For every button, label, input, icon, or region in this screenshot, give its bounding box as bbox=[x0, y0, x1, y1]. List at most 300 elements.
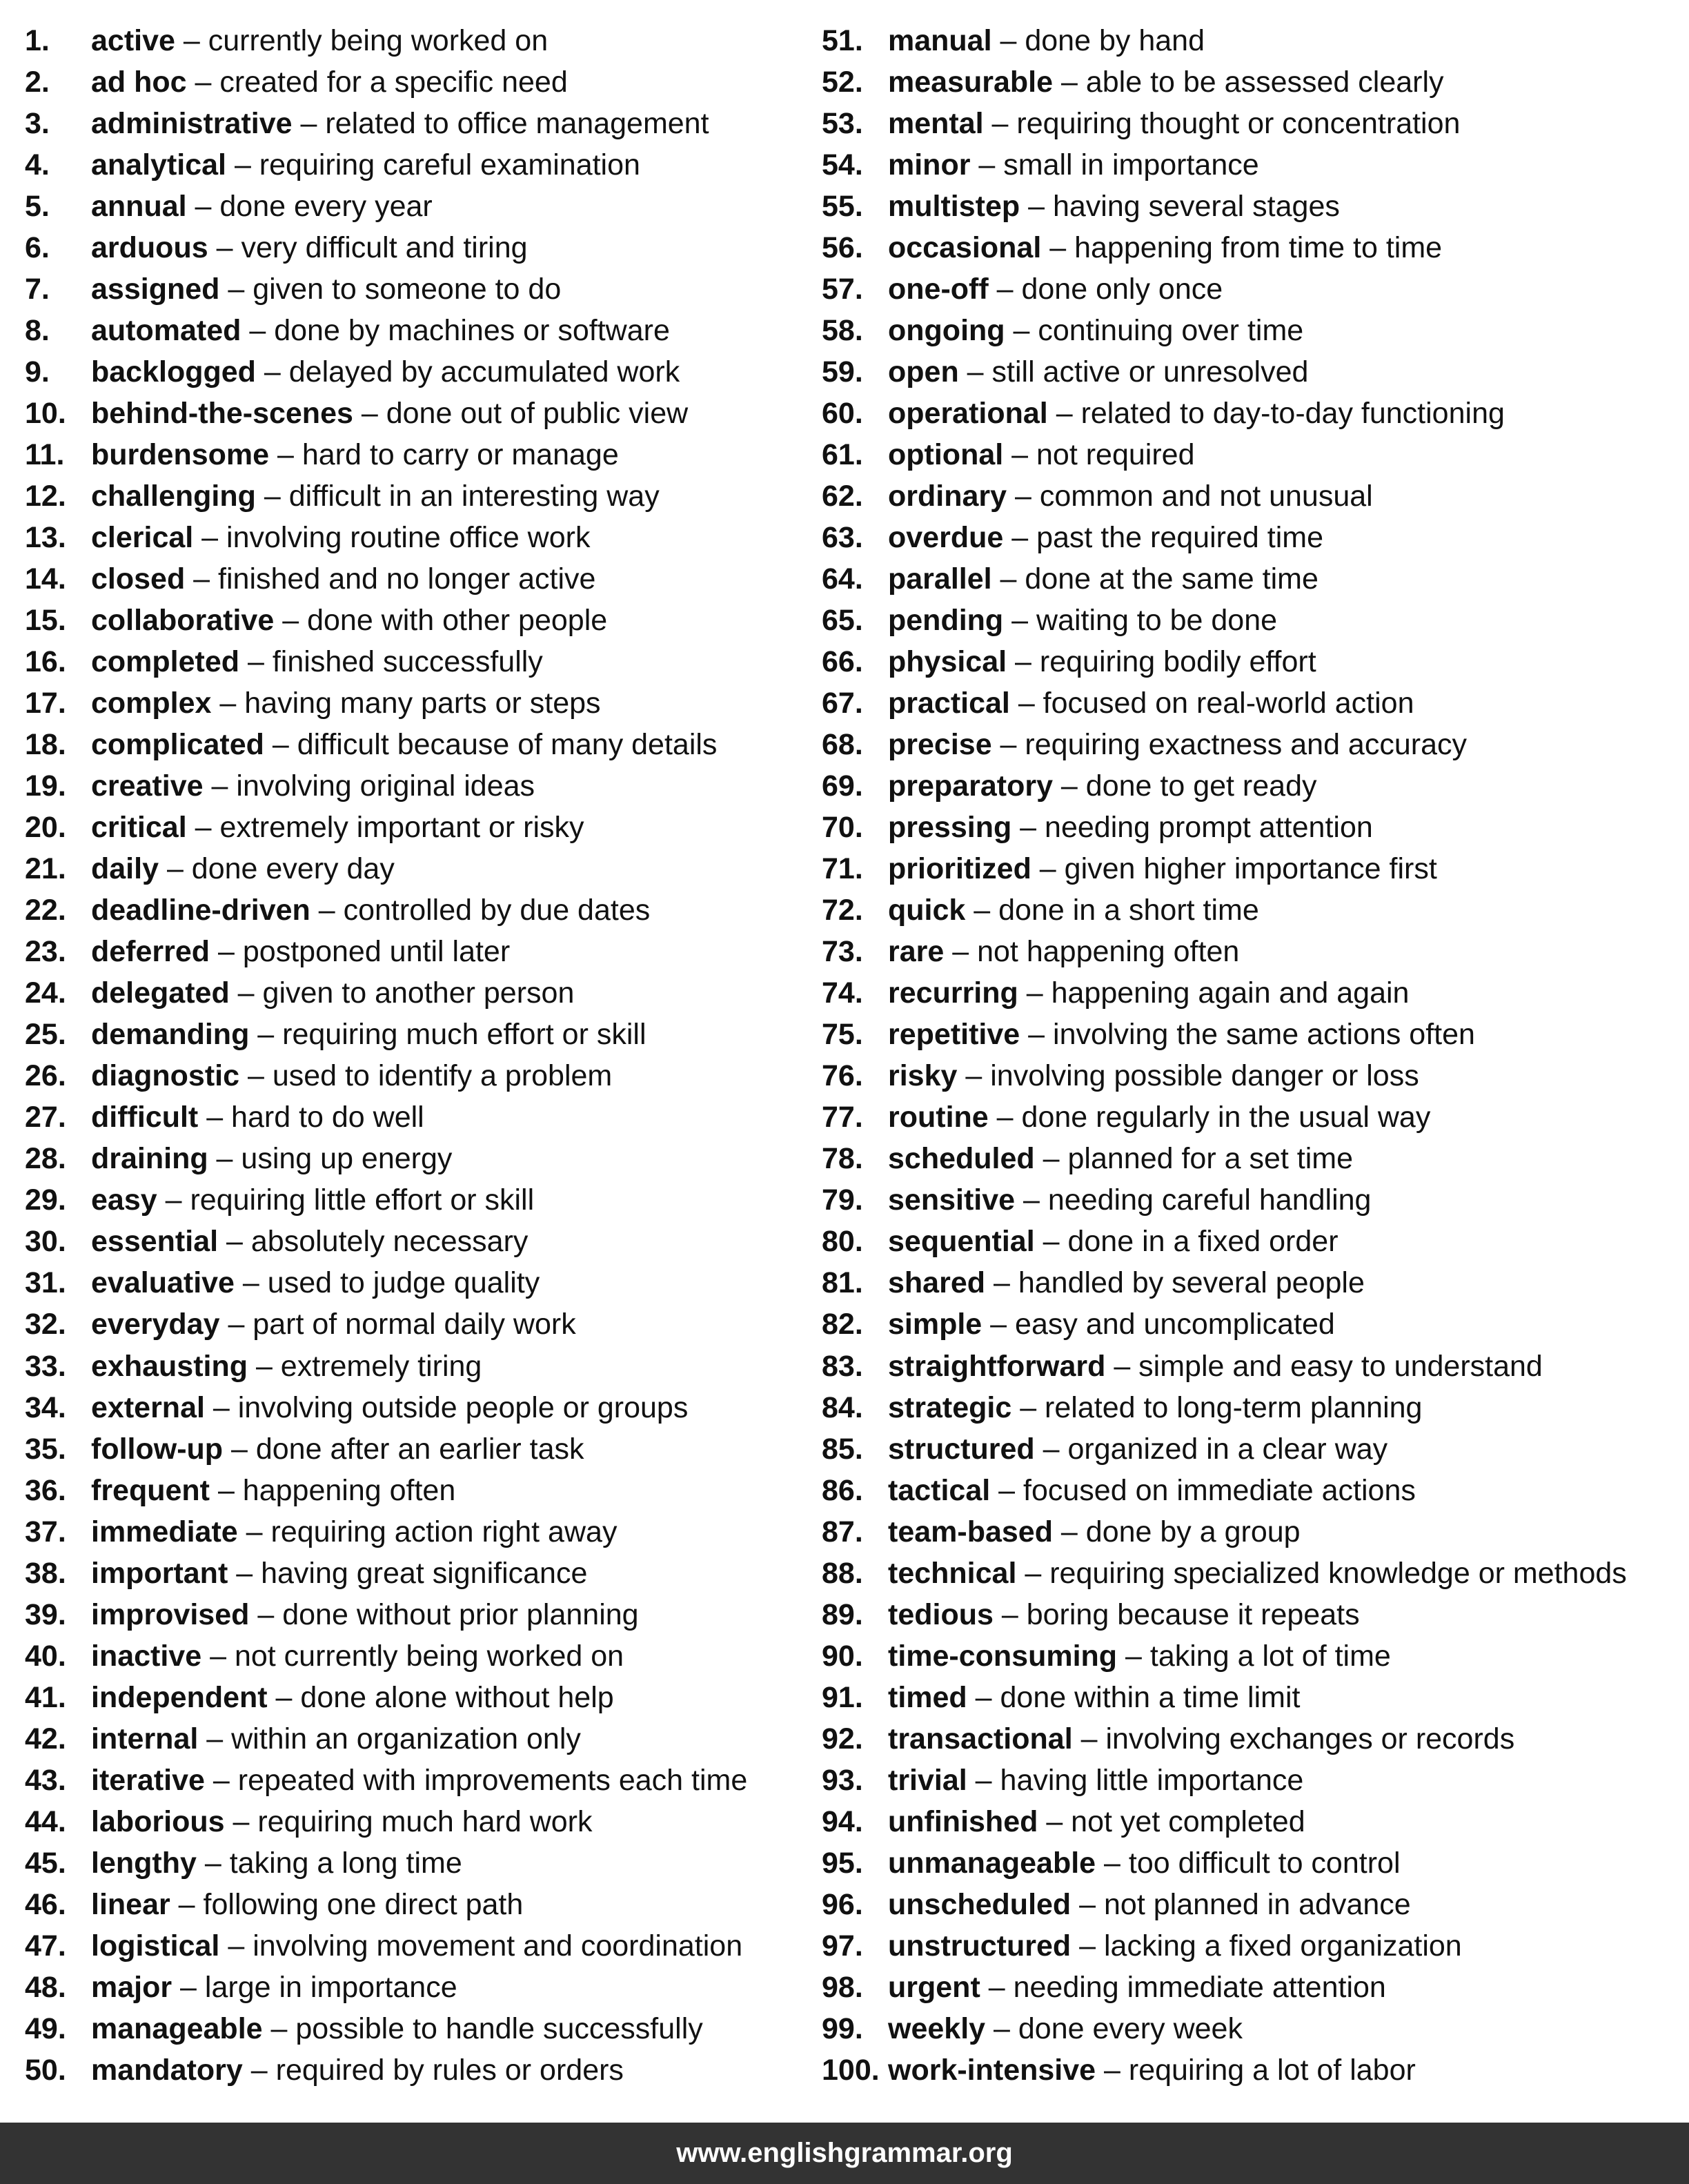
item-definition: – requiring much hard work bbox=[224, 1804, 593, 1838]
item-text bbox=[888, 1014, 1475, 1055]
list-item bbox=[822, 227, 1684, 268]
item-number: 37. bbox=[25, 1515, 66, 1548]
item-definition: – needing careful handling bbox=[1015, 1183, 1372, 1217]
item-term: demanding bbox=[91, 1018, 250, 1052]
list-item bbox=[25, 61, 818, 103]
item-term: unscheduled bbox=[888, 1887, 1071, 1921]
item-definition: – having several stages bbox=[1020, 190, 1340, 224]
item-text bbox=[91, 1677, 614, 1718]
item-number: 86. bbox=[822, 1473, 863, 1507]
item-text bbox=[91, 393, 688, 434]
item-number: 61. bbox=[822, 438, 863, 472]
item-definition: – controlled by due dates bbox=[310, 894, 651, 927]
item-term: pending bbox=[888, 604, 1004, 638]
item-text bbox=[91, 144, 640, 186]
list-item bbox=[25, 227, 818, 268]
item-definition: – related to long-term planning bbox=[1011, 1390, 1423, 1424]
item-text bbox=[888, 475, 1373, 517]
item-definition: – done every year bbox=[186, 190, 433, 224]
item-number: 51. bbox=[822, 24, 863, 57]
item-definition: – not yet completed bbox=[1038, 1804, 1305, 1838]
item-number: 12. bbox=[25, 480, 66, 513]
item-text bbox=[91, 1096, 424, 1138]
item-definition: – related to office management bbox=[292, 107, 709, 141]
item-term: manageable bbox=[91, 2011, 263, 2045]
item-definition: – too difficult to control bbox=[1096, 1846, 1401, 1880]
item-term: arduous bbox=[91, 231, 208, 265]
item-text bbox=[888, 682, 1414, 724]
item-text bbox=[91, 1801, 593, 1842]
item-number: 43. bbox=[25, 1763, 66, 1797]
item-term: lengthy bbox=[91, 1846, 197, 1880]
item-definition: – done in a fixed order bbox=[1034, 1225, 1339, 1259]
list-item bbox=[822, 1718, 1684, 1760]
item-number: 52. bbox=[822, 66, 863, 99]
item-text bbox=[888, 1594, 1360, 1635]
list-item bbox=[822, 103, 1684, 144]
item-term: follow-up bbox=[91, 1432, 224, 1466]
item-definition: – done alone without help bbox=[267, 1680, 614, 1714]
item-term: administrative bbox=[91, 107, 293, 141]
list-item bbox=[25, 475, 818, 517]
list-item bbox=[25, 2049, 818, 2091]
item-term: delegated bbox=[91, 976, 230, 1010]
item-definition: – large in importance bbox=[172, 1970, 457, 2004]
item-text bbox=[888, 393, 1505, 434]
footer-bar bbox=[0, 2123, 1689, 2184]
item-term: urgent bbox=[888, 1970, 980, 2004]
item-definition: – boring because it repeats bbox=[993, 1597, 1360, 1631]
item-text bbox=[91, 931, 510, 972]
item-definition: – given higher importance first bbox=[1031, 852, 1437, 886]
item-definition: – involving original ideas bbox=[203, 769, 535, 803]
item-term: sensitive bbox=[888, 1183, 1016, 1217]
item-text bbox=[91, 1179, 534, 1221]
list-item bbox=[822, 1262, 1684, 1303]
item-text bbox=[888, 1511, 1301, 1553]
list-item bbox=[25, 724, 818, 765]
item-term: external bbox=[91, 1390, 205, 1424]
item-definition: – having many parts or steps bbox=[211, 687, 601, 720]
item-definition: – still active or unresolved bbox=[958, 355, 1309, 389]
item-term: collaborative bbox=[91, 604, 275, 638]
item-text bbox=[888, 1096, 1430, 1138]
list-item bbox=[822, 641, 1684, 682]
item-definition: – within an organization only bbox=[198, 1722, 581, 1755]
list-item bbox=[25, 1055, 818, 1096]
item-term: parallel bbox=[888, 562, 992, 596]
item-text bbox=[91, 475, 660, 517]
item-definition: – common and not unusual bbox=[1007, 480, 1373, 513]
list-item bbox=[25, 1346, 818, 1387]
item-number: 63. bbox=[822, 521, 863, 555]
list-item bbox=[822, 724, 1684, 765]
item-number: 22. bbox=[25, 894, 66, 927]
item-text bbox=[91, 1138, 452, 1179]
item-number: 70. bbox=[822, 811, 863, 845]
item-term: structured bbox=[888, 1432, 1035, 1466]
item-definition: – done within a time limit bbox=[967, 1680, 1301, 1714]
item-text bbox=[888, 724, 1467, 765]
list-item bbox=[25, 1884, 818, 1925]
item-definition: – involving routine office work bbox=[193, 521, 591, 555]
item-definition: – not planned in advance bbox=[1071, 1887, 1411, 1921]
item-text bbox=[91, 227, 528, 268]
item-term: scheduled bbox=[888, 1142, 1035, 1176]
item-term: mental bbox=[888, 107, 984, 141]
item-number: 82. bbox=[822, 1308, 863, 1341]
item-definition: – given to another person bbox=[229, 976, 575, 1010]
item-text bbox=[888, 2049, 1416, 2091]
list-item bbox=[822, 1842, 1684, 1884]
item-definition: – easy and uncomplicated bbox=[982, 1308, 1335, 1341]
item-definition: – postponed until later bbox=[210, 935, 511, 969]
item-number: 42. bbox=[25, 1722, 66, 1755]
item-term: active bbox=[91, 24, 175, 57]
item-number: 44. bbox=[25, 1804, 66, 1838]
list-item bbox=[25, 20, 818, 61]
item-definition: – taking a long time bbox=[196, 1846, 462, 1880]
item-term: quick bbox=[888, 894, 966, 927]
list-item bbox=[25, 807, 818, 848]
item-term: laborious bbox=[91, 1804, 225, 1838]
item-text bbox=[91, 807, 584, 848]
item-number: 97. bbox=[822, 1929, 863, 1962]
item-text bbox=[91, 1760, 747, 1801]
list-item bbox=[25, 103, 818, 144]
item-term: rare bbox=[888, 935, 945, 969]
item-text bbox=[91, 765, 535, 807]
item-definition: – requiring exactness and accuracy bbox=[991, 728, 1467, 762]
list-item bbox=[822, 1470, 1684, 1511]
list-item bbox=[822, 1303, 1684, 1345]
item-term: easy bbox=[91, 1183, 157, 1217]
item-definition: – done in a short time bbox=[965, 894, 1259, 927]
item-term: multistep bbox=[888, 190, 1020, 224]
list-item bbox=[822, 558, 1684, 600]
item-term: trivial bbox=[888, 1763, 967, 1797]
item-definition: – done to get ready bbox=[1052, 769, 1317, 803]
item-definition: – simple and easy to understand bbox=[1105, 1349, 1543, 1383]
item-definition: – lacking a fixed organization bbox=[1071, 1929, 1462, 1962]
item-number: 80. bbox=[822, 1225, 863, 1259]
item-number: 91. bbox=[822, 1680, 863, 1714]
item-text bbox=[91, 1221, 528, 1262]
item-term: timed bbox=[888, 1680, 967, 1714]
item-definition: – hard to do well bbox=[198, 1101, 424, 1134]
item-text bbox=[888, 1262, 1365, 1303]
item-number: 94. bbox=[822, 1804, 863, 1838]
item-term: iterative bbox=[91, 1763, 205, 1797]
item-term: operational bbox=[888, 397, 1048, 431]
item-definition: – currently being worked on bbox=[175, 24, 549, 57]
item-term: team-based bbox=[888, 1515, 1053, 1548]
list-item bbox=[25, 1801, 818, 1842]
item-number: 45. bbox=[25, 1846, 66, 1880]
item-definition: – able to be assessed clearly bbox=[1053, 66, 1444, 99]
item-number: 7. bbox=[25, 273, 50, 306]
item-definition: – difficult because of many details bbox=[264, 728, 718, 762]
item-definition: – happening often bbox=[210, 1473, 456, 1507]
list-item bbox=[25, 1262, 818, 1303]
item-number: 13. bbox=[25, 521, 66, 555]
item-text bbox=[91, 1346, 482, 1387]
item-term: major bbox=[91, 1970, 172, 2004]
item-definition: – needing prompt attention bbox=[1011, 811, 1373, 845]
item-number: 41. bbox=[25, 1680, 66, 1714]
item-text bbox=[888, 1470, 1416, 1511]
item-number: 87. bbox=[822, 1515, 863, 1548]
item-number: 3. bbox=[25, 107, 50, 141]
item-text bbox=[888, 1635, 1391, 1677]
item-term: simple bbox=[888, 1308, 982, 1341]
list-item bbox=[25, 1925, 818, 1967]
item-definition: – used to judge quality bbox=[234, 1266, 540, 1300]
item-term: challenging bbox=[91, 480, 256, 513]
list-item bbox=[25, 144, 818, 186]
item-text bbox=[91, 2008, 703, 2049]
item-definition: – requiring careful examination bbox=[226, 148, 640, 182]
list-item bbox=[822, 1553, 1684, 1594]
item-term: behind-the-scenes bbox=[91, 397, 353, 431]
item-term: strategic bbox=[888, 1390, 1012, 1424]
item-term: clerical bbox=[91, 521, 194, 555]
list-item bbox=[25, 1179, 818, 1221]
item-term: occasional bbox=[888, 231, 1042, 265]
list-item bbox=[25, 1553, 818, 1594]
list-item bbox=[822, 61, 1684, 103]
item-term: closed bbox=[91, 562, 186, 596]
item-definition: – following one direct path bbox=[170, 1887, 524, 1921]
item-text bbox=[888, 1967, 1386, 2008]
item-text bbox=[888, 227, 1442, 268]
item-text bbox=[91, 972, 574, 1014]
item-text bbox=[888, 103, 1460, 144]
item-text bbox=[91, 889, 650, 931]
item-definition: – possible to handle successfully bbox=[262, 2011, 703, 2045]
item-definition: – finished and no longer active bbox=[185, 562, 596, 596]
item-term: minor bbox=[888, 148, 971, 182]
item-definition: – requiring thought or concentration bbox=[983, 107, 1461, 141]
item-term: physical bbox=[888, 645, 1007, 679]
item-number: 2. bbox=[25, 66, 50, 99]
item-term: independent bbox=[91, 1680, 268, 1714]
item-number: 88. bbox=[822, 1556, 863, 1590]
item-number: 5. bbox=[25, 190, 50, 224]
item-text bbox=[91, 600, 607, 641]
item-text bbox=[888, 889, 1259, 931]
item-term: unfinished bbox=[888, 1804, 1038, 1838]
list-item bbox=[25, 889, 818, 931]
item-number: 65. bbox=[822, 604, 863, 638]
item-term: overdue bbox=[888, 521, 1004, 555]
list-item bbox=[25, 1511, 818, 1553]
list-item bbox=[25, 1014, 818, 1055]
item-term: complicated bbox=[91, 728, 264, 762]
item-term: deadline-driven bbox=[91, 894, 310, 927]
list-item bbox=[25, 1221, 818, 1262]
list-item bbox=[822, 1925, 1684, 1967]
item-term: exhausting bbox=[91, 1349, 248, 1383]
item-number: 32. bbox=[25, 1308, 66, 1341]
item-number: 58. bbox=[822, 314, 863, 348]
item-number: 59. bbox=[822, 355, 863, 389]
item-text bbox=[888, 600, 1277, 641]
item-term: optional bbox=[888, 438, 1004, 472]
item-number: 55. bbox=[822, 190, 863, 224]
item-definition: – not happening often bbox=[944, 935, 1240, 969]
item-term: weekly bbox=[888, 2011, 986, 2045]
list-item bbox=[25, 558, 818, 600]
item-text bbox=[91, 1470, 455, 1511]
item-definition: – small in importance bbox=[970, 148, 1259, 182]
item-definition: – done only once bbox=[988, 273, 1223, 306]
item-text bbox=[91, 1387, 688, 1428]
item-text bbox=[888, 765, 1317, 807]
item-number: 10. bbox=[25, 397, 66, 431]
item-text bbox=[91, 1303, 576, 1345]
item-text bbox=[91, 1553, 587, 1594]
item-term: unstructured bbox=[888, 1929, 1071, 1962]
list-item bbox=[25, 1677, 818, 1718]
item-number: 30. bbox=[25, 1225, 66, 1259]
item-text bbox=[91, 103, 709, 144]
item-term: linear bbox=[91, 1887, 170, 1921]
item-term: tedious bbox=[888, 1597, 994, 1631]
list-item bbox=[25, 1096, 818, 1138]
item-definition: – done after an earlier task bbox=[223, 1432, 584, 1466]
item-text bbox=[91, 558, 595, 600]
item-text bbox=[888, 1346, 1543, 1387]
item-text bbox=[91, 1262, 540, 1303]
item-number: 48. bbox=[25, 1970, 66, 2004]
item-text bbox=[888, 268, 1223, 310]
list-item bbox=[822, 1055, 1684, 1096]
item-term: routine bbox=[888, 1101, 989, 1134]
item-number: 62. bbox=[822, 480, 863, 513]
item-text bbox=[888, 972, 1409, 1014]
item-number: 26. bbox=[25, 1059, 66, 1093]
item-text bbox=[91, 351, 680, 393]
item-text bbox=[888, 351, 1308, 393]
item-term: preparatory bbox=[888, 769, 1053, 803]
item-term: burdensome bbox=[91, 438, 270, 472]
item-number: 81. bbox=[822, 1266, 863, 1300]
item-number: 25. bbox=[25, 1018, 66, 1052]
item-text bbox=[888, 1760, 1303, 1801]
item-number: 92. bbox=[822, 1722, 863, 1755]
list-item bbox=[822, 1677, 1684, 1718]
item-number: 68. bbox=[822, 728, 863, 762]
item-term: immediate bbox=[91, 1515, 238, 1548]
item-term: practical bbox=[888, 687, 1010, 720]
item-number: 77. bbox=[822, 1101, 863, 1134]
item-definition: – done regularly in the usual way bbox=[988, 1101, 1431, 1134]
list-item bbox=[822, 434, 1684, 475]
list-item bbox=[822, 1511, 1684, 1553]
item-text bbox=[91, 1884, 523, 1925]
list-item bbox=[822, 1760, 1684, 1801]
item-term: diagnostic bbox=[91, 1059, 240, 1093]
item-number: 95. bbox=[822, 1846, 863, 1880]
item-text bbox=[888, 1718, 1514, 1760]
item-definition: – done without prior planning bbox=[249, 1597, 639, 1631]
item-term: everyday bbox=[91, 1308, 220, 1341]
item-definition: – handled by several people bbox=[985, 1266, 1365, 1300]
list-item bbox=[822, 2008, 1684, 2049]
item-text bbox=[91, 268, 561, 310]
item-number: 57. bbox=[822, 273, 863, 306]
item-number: 79. bbox=[822, 1183, 863, 1217]
item-definition: – finished successfully bbox=[239, 645, 543, 679]
list-item bbox=[25, 1967, 818, 2008]
item-term: recurring bbox=[888, 976, 1018, 1010]
item-term: ad hoc bbox=[91, 66, 187, 99]
item-number: 39. bbox=[25, 1597, 66, 1631]
item-definition: – given to someone to do bbox=[219, 273, 562, 306]
list-item bbox=[25, 393, 818, 434]
item-definition: – part of normal daily work bbox=[219, 1308, 576, 1341]
item-term: assigned bbox=[91, 273, 220, 306]
item-text bbox=[91, 682, 601, 724]
list-item bbox=[822, 475, 1684, 517]
item-text bbox=[91, 1718, 581, 1760]
item-definition: – requiring bodily effort bbox=[1007, 645, 1316, 679]
list-item bbox=[822, 20, 1684, 61]
item-definition: – involving movement and coordination bbox=[219, 1929, 743, 1962]
list-item bbox=[822, 517, 1684, 558]
list-item bbox=[25, 351, 818, 393]
item-text bbox=[888, 931, 1239, 972]
item-term: draining bbox=[91, 1142, 208, 1176]
item-number: 29. bbox=[25, 1183, 66, 1217]
item-definition: – happening again and again bbox=[1018, 976, 1410, 1010]
list-item bbox=[822, 1221, 1684, 1262]
item-term: backlogged bbox=[91, 355, 256, 389]
item-term: complex bbox=[91, 687, 212, 720]
item-term: one-off bbox=[888, 273, 989, 306]
item-text bbox=[888, 641, 1316, 682]
item-number: 38. bbox=[25, 1556, 66, 1590]
item-number: 71. bbox=[822, 852, 863, 886]
item-text bbox=[888, 1553, 1627, 1594]
item-term: creative bbox=[91, 769, 204, 803]
list-item bbox=[25, 186, 818, 227]
list-item bbox=[822, 807, 1684, 848]
item-number: 64. bbox=[822, 562, 863, 596]
item-term: measurable bbox=[888, 66, 1054, 99]
list-item bbox=[822, 1014, 1684, 1055]
right-column bbox=[822, 20, 1684, 2091]
item-number: 72. bbox=[822, 894, 863, 927]
item-term: internal bbox=[91, 1722, 199, 1755]
item-term: open bbox=[888, 355, 959, 389]
list-item bbox=[822, 931, 1684, 972]
item-term: sequential bbox=[888, 1225, 1035, 1259]
item-text bbox=[888, 310, 1303, 351]
item-text bbox=[888, 848, 1437, 889]
item-number: 96. bbox=[822, 1887, 863, 1921]
item-term: shared bbox=[888, 1266, 986, 1300]
item-number: 90. bbox=[822, 1639, 863, 1673]
item-text bbox=[888, 20, 1205, 61]
item-number: 83. bbox=[822, 1349, 863, 1383]
item-text bbox=[91, 1511, 617, 1553]
item-number: 14. bbox=[25, 562, 66, 596]
list-item bbox=[822, 186, 1684, 227]
list-item bbox=[822, 2049, 1684, 2091]
item-definition: – repeated with improvements each time bbox=[204, 1763, 748, 1797]
